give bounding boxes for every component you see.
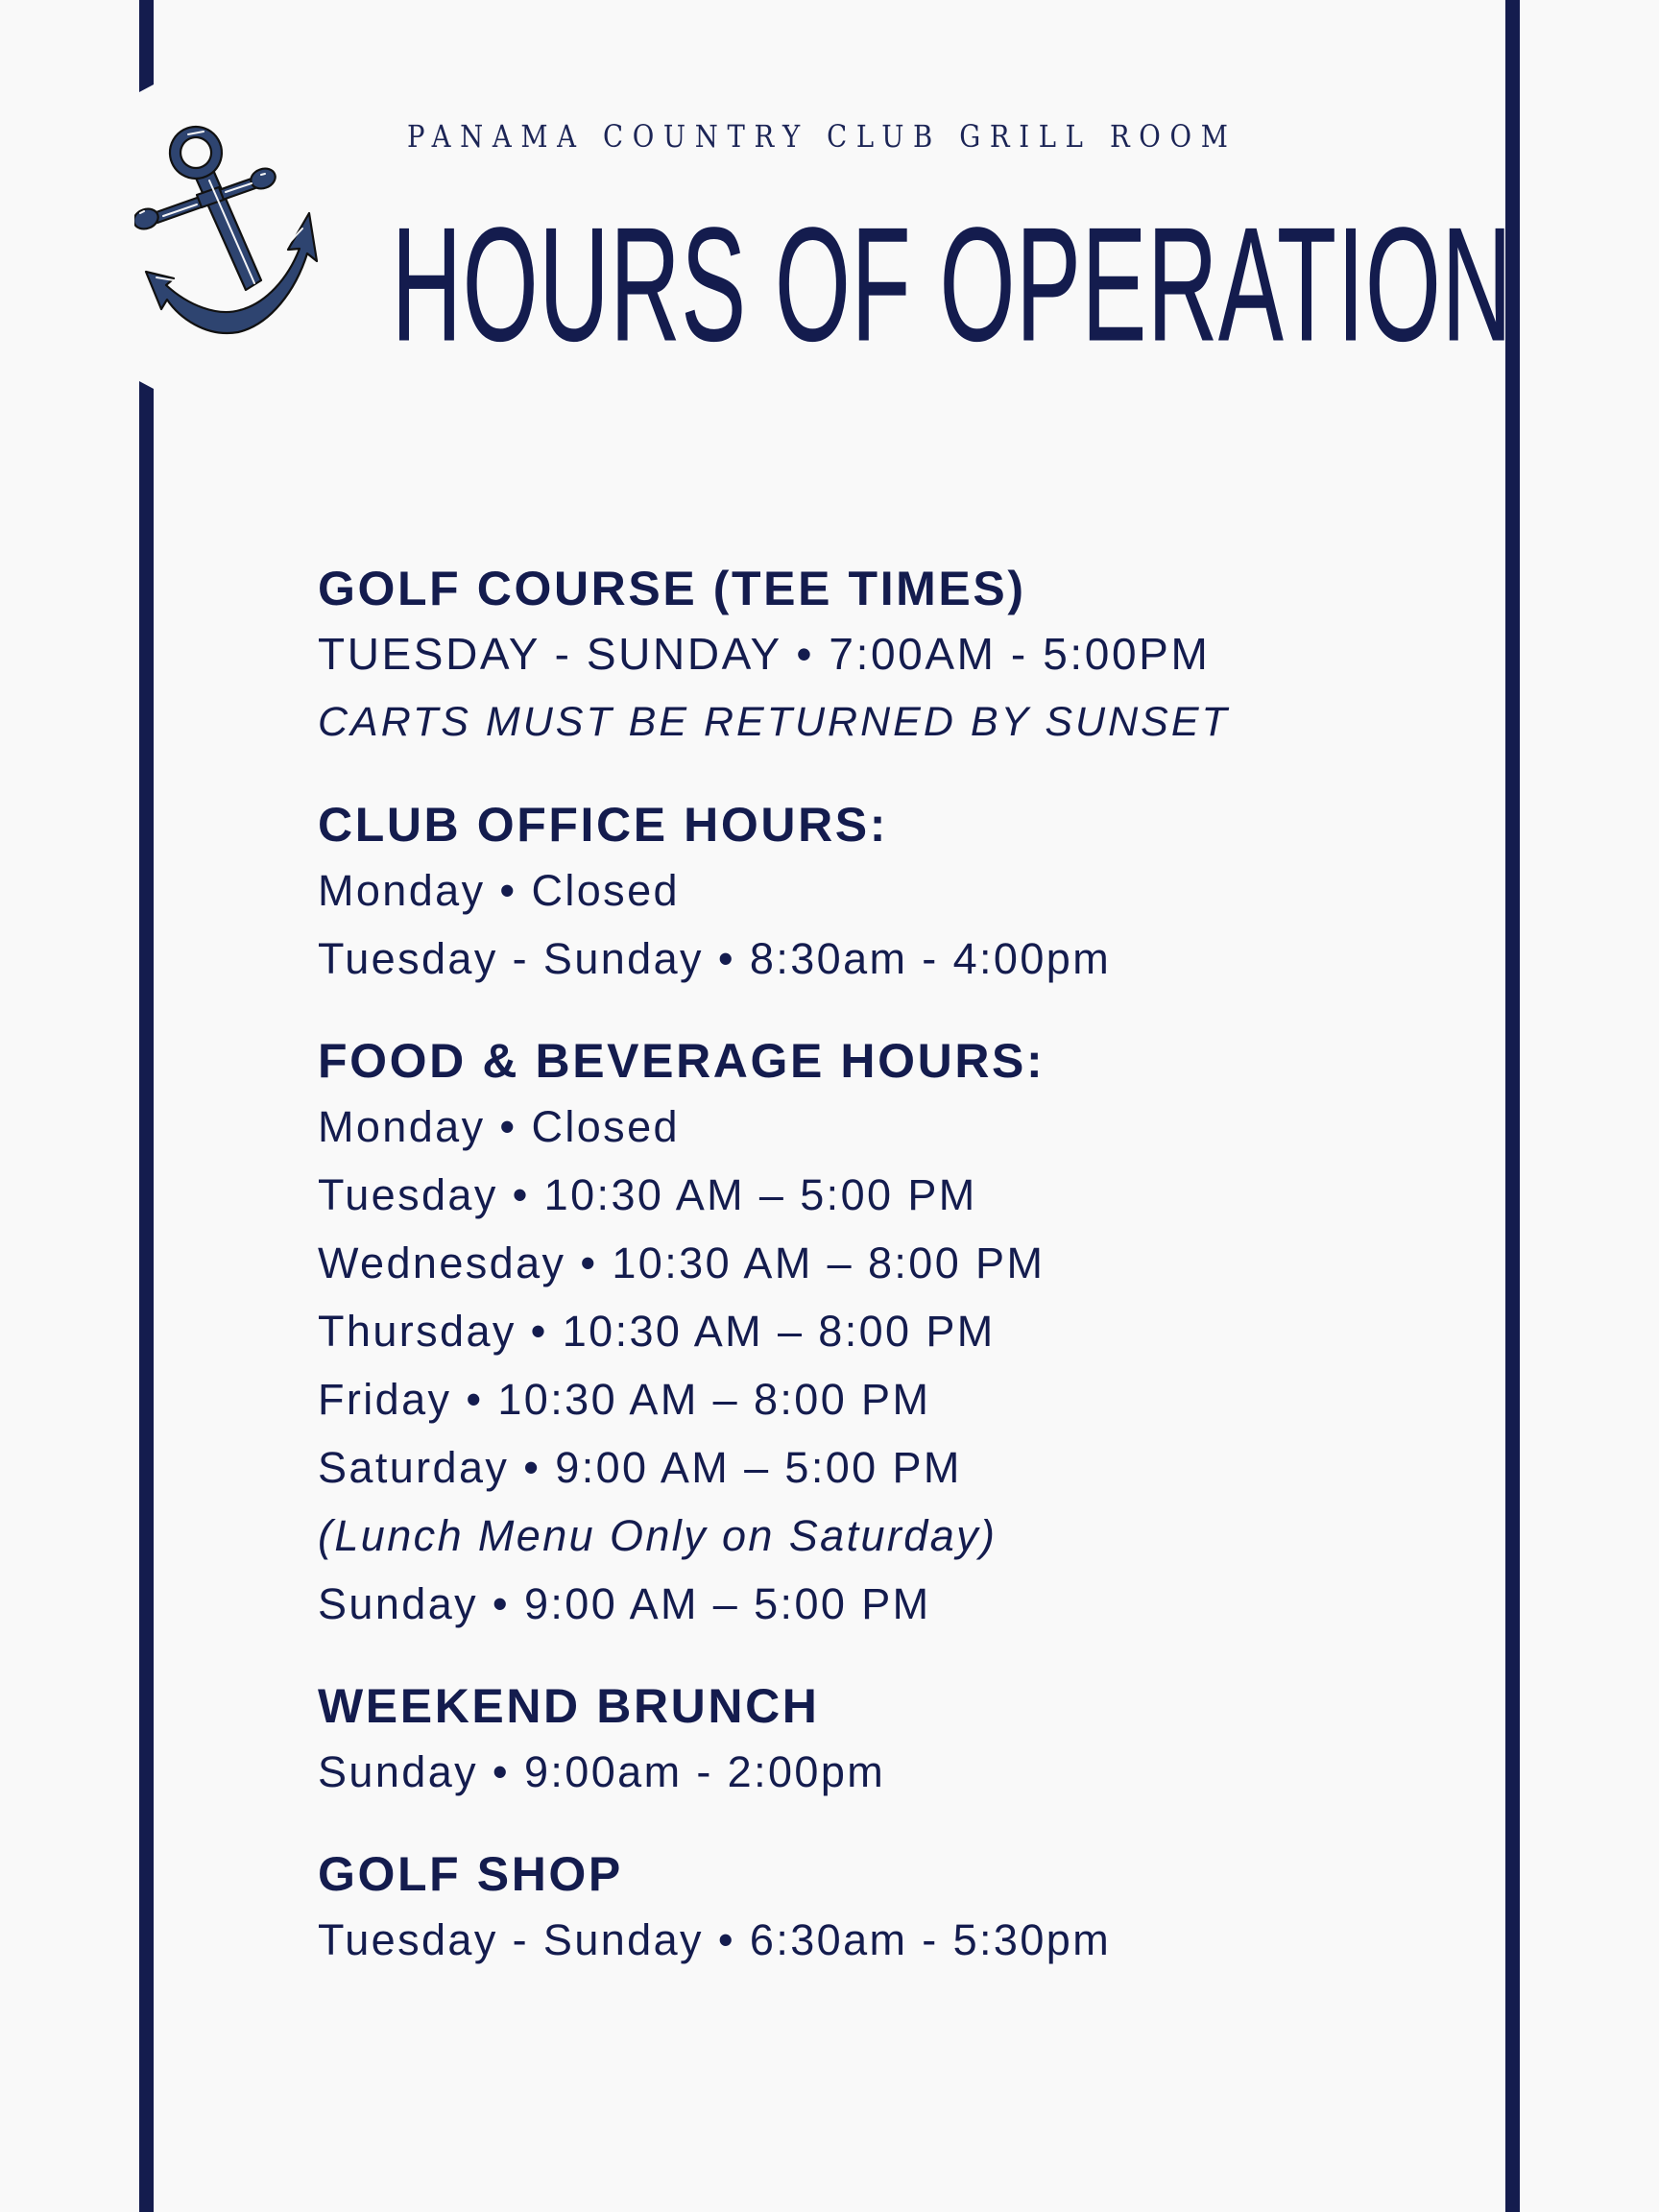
section-heading: CLUB OFFICE HOURS: bbox=[318, 798, 888, 852]
note-line: (Lunch Menu Only on Saturday) bbox=[318, 1511, 998, 1560]
section-club-office bbox=[318, 793, 1470, 993]
section-heading: FOOD & BEVERAGE HOURS: bbox=[318, 1034, 1046, 1088]
club-name-subtitle: PANAMA COUNTRY CLUB GRILL ROOM bbox=[407, 118, 1238, 155]
hours-line: Saturday • 9:00 AM – 5:00 PM bbox=[318, 1443, 962, 1492]
hours-line: Sunday • 9:00am - 2:00pm bbox=[318, 1747, 886, 1796]
hours-line: TUESDAY - SUNDAY • 7:00AM - 5:00PM bbox=[318, 629, 1211, 679]
section-weekend-brunch bbox=[318, 1674, 1470, 1806]
hours-line: Friday • 10:30 AM – 8:00 PM bbox=[318, 1375, 931, 1424]
section-golf-course bbox=[318, 557, 1470, 757]
section-food-beverage bbox=[318, 1029, 1470, 1638]
hours-line: Monday • Closed bbox=[318, 866, 680, 915]
hours-line: Thursday • 10:30 AM – 8:00 PM bbox=[318, 1307, 996, 1356]
hours-line: Tuesday - Sunday • 6:30am - 5:30pm bbox=[318, 1915, 1112, 1964]
hours-line: Tuesday - Sunday • 8:30am - 4:00pm bbox=[318, 934, 1112, 983]
section-heading: GOLF COURSE (TEE TIMES) bbox=[318, 562, 1026, 615]
hours-line: Sunday • 9:00 AM – 5:00 PM bbox=[318, 1579, 931, 1628]
hours-line: Wednesday • 10:30 AM – 8:00 PM bbox=[318, 1238, 1046, 1287]
section-heading: WEEKEND BRUNCH bbox=[318, 1679, 820, 1733]
left-border-bottom bbox=[139, 381, 154, 2212]
section-golf-shop bbox=[318, 1842, 1470, 1974]
hours-content bbox=[318, 557, 1470, 2010]
anchor-icon bbox=[134, 115, 336, 346]
hours-line: Tuesday • 10:30 AM – 5:00 PM bbox=[318, 1170, 977, 1219]
hours-line: Monday • Closed bbox=[318, 1102, 680, 1151]
page-title: HOURS OF OPERATION bbox=[392, 194, 1513, 374]
note-line: CARTS MUST BE RETURNED BY SUNSET bbox=[318, 699, 1230, 745]
section-heading: GOLF SHOP bbox=[318, 1847, 623, 1901]
left-border-top bbox=[139, 0, 154, 92]
